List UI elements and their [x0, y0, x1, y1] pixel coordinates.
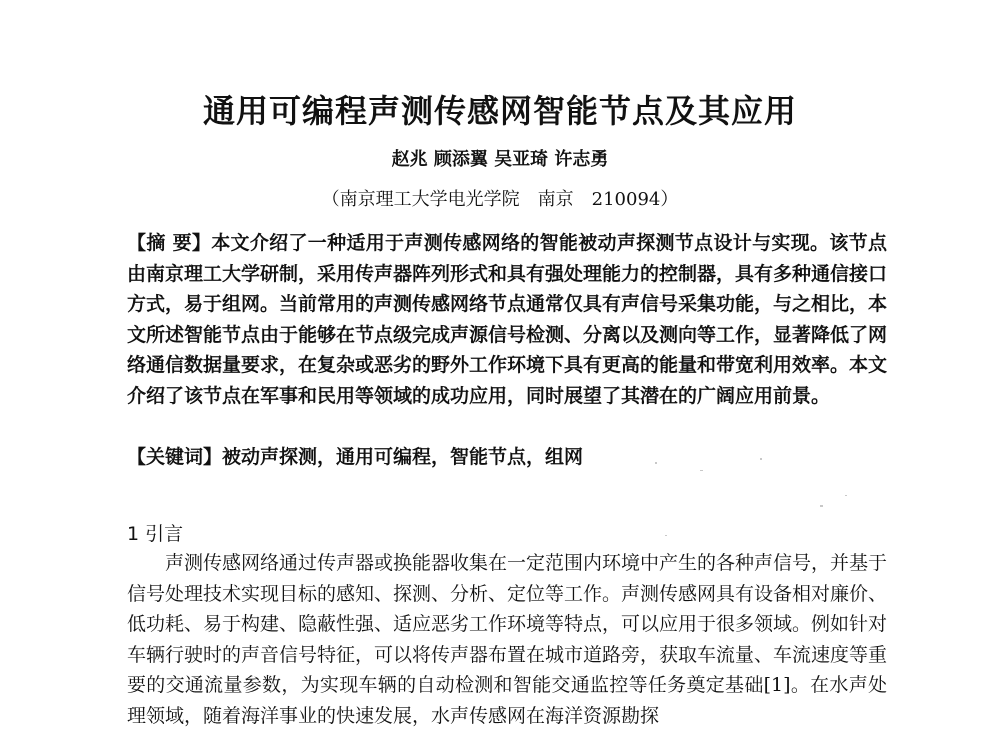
scan-noise — [665, 535, 667, 536]
scan-noise — [820, 505, 823, 507]
scan-noise — [760, 458, 762, 460]
abstract-label: 【摘 要】 — [127, 232, 212, 254]
intro-paragraph: 声测传感网络通过传声器或换能器收集在一定范围内环境中产生的各种声信号，并基于信号处理技术实现目标的感知、探测、分析、定位等工作。声测传感网具有设备相对廉价、低功耗、易于构建、隐蔽性强、适应恶劣工作环境等特点，可以应用于很多领域。例如针对车辆行驶时的声音信号特征，可以将传声器布置在城市道路旁，获取车流量、车流速度等重要的交通流量参数，为实现车辆的自动检测和智能交通监控等任务奠定基础[1]。在水声处理领域，随着海洋事业的快速发展，水声传感网在海洋资源勘探 — [127, 552, 888, 727]
keywords-label: 【关键词】 — [127, 446, 223, 468]
author-list: 赵兆 顾添翼 吴亚琦 许志勇 — [391, 149, 609, 170]
scan-noise — [845, 495, 847, 496]
paper-title: 通用可编程声测传感网智能节点及其应用 — [202, 92, 797, 130]
abstract — [127, 228, 887, 411]
keywords-text: 被动声探测，通用可编程，智能节点，组网 — [222, 446, 584, 468]
affiliation: （南京理工大学电光学院 南京 210094） — [321, 189, 679, 210]
abstract-text: 本文介绍了一种适用于声测传感网络的智能被动声探测节点设计与实现。该节点由南京理工大学研制，采用传声器阵列形式和具有强处理能力的控制器，具有多种通信接口方式，易于组网。当前常用的声测传感网络节点通常仅具有声信号采集功能，与之相比，本文所述智能节点由于能够在节点级完成声源信号检测、分离以及测向等工作，显著降低了网络通信数据量要求，在复杂或恶劣的野外工作环境下具有更高的能量和带宽利用效率。本文介绍了该节点在军事和民用等领域的成功应用，同时展望了其潜在的广阔应用前景。 — [127, 232, 888, 407]
scan-noise — [700, 470, 703, 471]
section-heading: 1 引言 — [127, 523, 184, 545]
scan-noise — [655, 462, 657, 464]
keywords — [127, 442, 887, 469]
